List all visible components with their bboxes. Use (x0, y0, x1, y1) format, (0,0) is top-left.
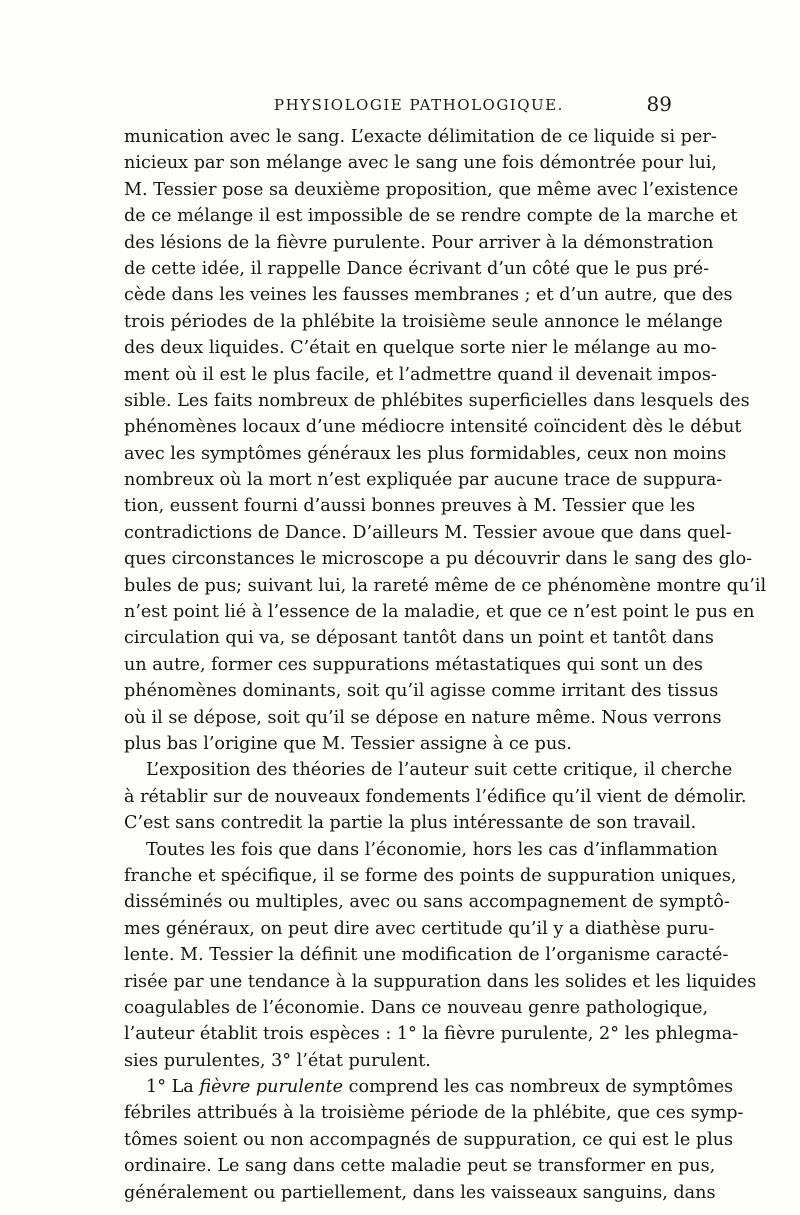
text-line: plus bas l’origine que M. Tessier assigne à ce pus. (124, 733, 572, 754)
text-line: phénomènes locaux d’une médiocre intensité coïncident dès le début (124, 417, 742, 438)
text-line: l’auteur établit trois espèces : 1° la fièvre purulente, 2° les phlegma- (124, 1024, 739, 1045)
text-line: nicieux par son mélange avec le sang une fois démontrée pour lui, (124, 153, 717, 174)
text-line: ques circonstances le microscope a pu découvrir dans le sang des glo- (124, 549, 753, 570)
running-title: PHYSIOLOGIE PATHOLOGIQUE. (274, 96, 564, 114)
text-line: franche et spécifique, il se forme des points de suppuration uniques, (124, 865, 737, 886)
text-line: L’exposition des théories de l’auteur suit cette critique, il cherche (146, 760, 733, 781)
text-line: cède dans les veines les fausses membranes ; et d’un autre, que des (124, 285, 733, 306)
text-line: fébriles attribués à la troisième période de la phlébite, que ces symp- (124, 1103, 744, 1124)
text-line: C’est sans contredit la partie la plus intéressante de son travail. (124, 813, 697, 834)
text-line: n’est point lié à l’essence de la maladie, et que ce n’est point le pus en (124, 602, 755, 623)
text-line: risée par une tendance à la suppuration dans les solides et les liquides (124, 971, 757, 992)
text-line: mes généraux, on peut dire avec certitude qu’il y a diathèse puru- (124, 918, 715, 939)
text-line: tômes soient ou non accompagnés de suppuration, ce qui est le plus (124, 1129, 734, 1150)
text-line: Toutes les fois que dans l’économie, hors les cas d’inflammation (146, 839, 718, 860)
paragraph-rest: comprend les cas nombreux de symptômes (348, 1077, 734, 1098)
text-line: ment où il est le plus facile, et l’admettre quand il devenait impos- (124, 364, 717, 385)
text-line: bules de pus; suivant lui, la rareté même de ce phénomène montre qu’il (124, 575, 767, 596)
text-line: coagulables de l’économie. Dans ce nouveau genre pathologique, (124, 997, 709, 1018)
text-line: disséminés ou multiples, avec ou sans accompagnement de symptô- (124, 892, 730, 913)
text-line: trois périodes de la phlébite la troisième seule annonce le mélange (124, 311, 723, 332)
text-line: sies purulentes, 3° l’état purulent. (124, 1050, 431, 1071)
body-text (124, 124, 767, 1206)
text-line: des lésions de la fièvre purulente. Pour arriver à la démonstration (124, 232, 714, 253)
text-line: tion, eussent fourni d’aussi bonnes preuves à M. Tessier que les (124, 496, 696, 517)
text-line: munication avec le sang. L’exacte délimitation de ce liquide si per- (124, 127, 717, 147)
text-line: circulation qui va, se déposant tantôt dans un point et tantôt dans (124, 628, 714, 649)
text-line: contradictions de Dance. D’ailleurs M. Tessier avoue que dans quel- (124, 522, 732, 543)
text-line: généralement ou partiellement, dans les vaisseaux sanguins, dans (124, 1182, 716, 1203)
text-line: à rétablir sur de nouveaux fondements l’édifice qu’il vient de démolir. (124, 786, 747, 807)
text-line: des deux liquides. C’était en quelque sorte nier le mélange au mo- (124, 338, 717, 359)
text-line: de cette idée, il rappelle Dance écrivant d’un côté que le pus pré- (124, 258, 710, 279)
page-header (124, 92, 672, 122)
text-line-with-italic (124, 1074, 734, 1100)
text-line: avec les symptômes généraux les plus formidables, ceux non moins (124, 443, 727, 464)
text-line: un autre, former ces suppurations métastatiques qui sont un des (124, 654, 703, 675)
text-line: où il se dépose, soit qu’il se dépose en nature même. Nous verrons (124, 707, 722, 728)
paragraph-prefix: 1° La (146, 1077, 194, 1098)
text-line: sible. Les faits nombreux de phlébites superficielles dans lesquels des (124, 390, 750, 411)
page-number: 89 (646, 92, 672, 116)
text-line: ordinaire. Le sang dans cette maladie peut se transformer en pus, (124, 1156, 716, 1177)
text-line: lente. M. Tessier la définit une modification de l’organisme caracté- (124, 945, 729, 966)
text-line: nombreux où la mort n’est expliquée par aucune trace de suppura- (124, 470, 723, 491)
text-line: de ce mélange il est impossible de se rendre compte de la marche et (124, 206, 738, 227)
italic-term: fièvre purulente (199, 1077, 344, 1098)
text-line: M. Tessier pose sa deuxième proposition, que même avec l’existence (124, 179, 739, 200)
text-line: phénomènes dominants, soit qu’il agisse comme irritant des tissus (124, 681, 719, 702)
